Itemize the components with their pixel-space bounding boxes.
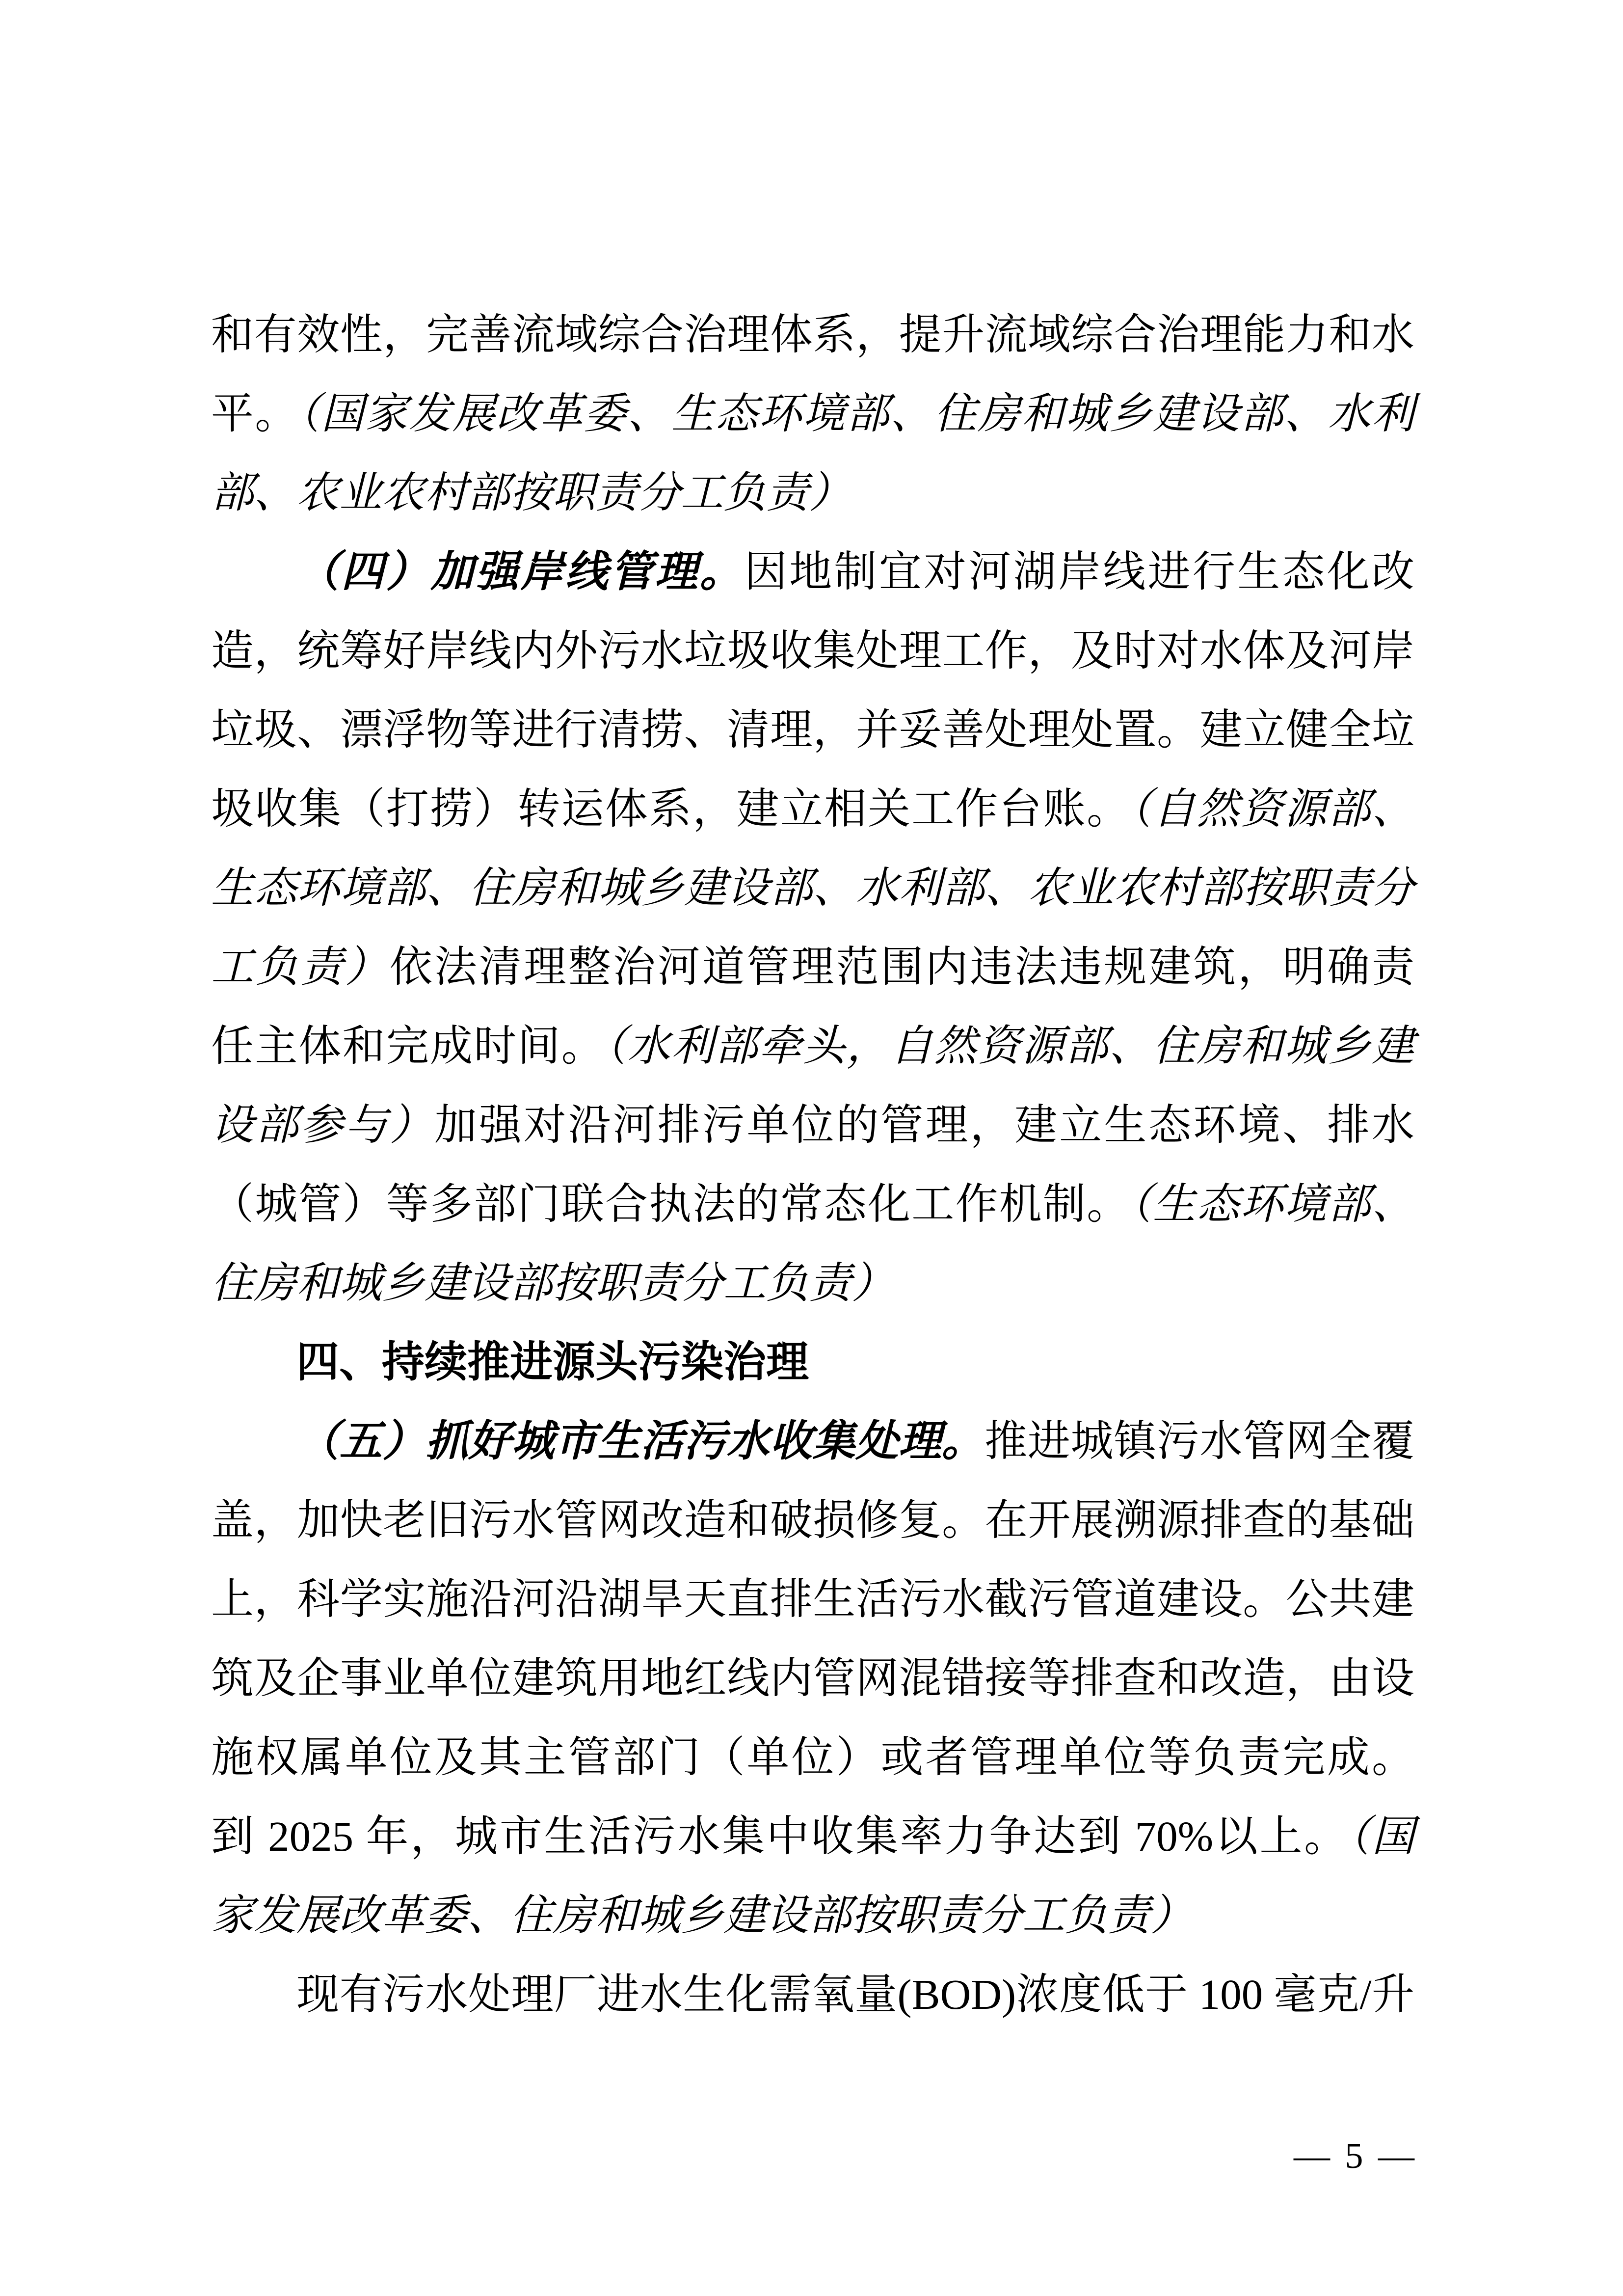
attribution-text: （国家发展改革委、生态环境部、住房和城乡建设部、水利 — [298, 390, 1415, 437]
body-text: 因地制宜对河湖岸线进行生态化改 — [744, 548, 1415, 595]
section-heading — [211, 1323, 1414, 1402]
attribution-text: 住房和城乡建设部按职责分工负责） — [211, 1259, 894, 1307]
body-text: 造，统筹好岸线内外污水垃圾收集处理工作，及时对水体及河岸 — [211, 627, 1414, 675]
document-body — [211, 295, 1414, 2034]
body-text: （城管）等多部门联合执法的常态化工作机制。 — [211, 1180, 1131, 1228]
text-line — [211, 1085, 1414, 1164]
attribution-text: 部、农业农村部按职责分工负责） — [211, 469, 851, 516]
body-text: 依法清理整治河道管理范围内违法违规建筑，明确责 — [389, 943, 1415, 991]
page-footer — [211, 2129, 1414, 2183]
body-text: 任主体和完成时间。 — [211, 1022, 605, 1070]
attribution-text: （自然资源部、 — [1130, 785, 1415, 833]
item-title-text: （五）抓好城市生活污水收集处理。 — [296, 1417, 985, 1465]
page-number: — 5 — — [1294, 2136, 1414, 2176]
body-text: 施权属单位及其主管部门（单位）或者管理单位等负责完成。 — [211, 1733, 1414, 1781]
body-text: 垃圾、漂浮物等进行清捞、清理，并妥善处理处置。建立健全垃 — [211, 706, 1414, 754]
attribution-text: （国 — [1348, 1812, 1414, 1860]
text-line — [211, 1876, 1414, 1955]
text-line — [211, 1560, 1414, 1639]
body-text: 上，科学实施沿河沿湖旱天直排生活污水截污管道建设。公共建 — [211, 1575, 1414, 1623]
text-line — [211, 1955, 1414, 2034]
body-text: 和有效性，完善流域综合治理体系，提升流域综合治理能力和水 — [211, 311, 1414, 358]
text-line — [211, 1402, 1414, 1481]
attribution-text: 家发展改革委、住房和城乡建设部按职责分工负责） — [211, 1891, 1193, 1939]
body-text: 盖，加快老旧污水管网改造和破损修复。在开展溯源排查的基础 — [211, 1496, 1414, 1544]
text-line — [211, 848, 1414, 927]
text-line — [211, 1006, 1414, 1085]
text-line — [211, 453, 1414, 532]
body-text: 到 2025 年，城市生活污水集中收集率力争达到 70%以上。 — [211, 1812, 1349, 1860]
body-text: 筑及企事业单位建筑用地红线内管网混错接等排查和改造，由设 — [211, 1654, 1414, 1702]
attribution-text: （生态环境部、 — [1130, 1180, 1415, 1228]
attribution-text: 生态环境部、住房和城乡建设部、水利部、农业农村部按职责分 — [211, 864, 1414, 912]
text-line — [211, 1797, 1414, 1876]
attribution-text: 设部参与） — [211, 1101, 434, 1149]
body-text: 推进城镇污水管网全覆 — [984, 1417, 1415, 1465]
attribution-text: （水利部牵头，自然资源部、住房和城乡建 — [605, 1022, 1415, 1070]
body-text: 平。 — [211, 390, 299, 437]
text-line — [211, 1243, 1414, 1323]
item-title-text: （四）加强岸线管理。 — [296, 548, 745, 595]
body-text: 现有污水处理厂进水生化需氧量(BOD)浓度低于 100 毫克/升 — [296, 1971, 1414, 2018]
text-line — [211, 611, 1414, 690]
attribution-text: 工负责） — [211, 943, 390, 991]
text-line — [211, 1164, 1414, 1243]
heading-text: 四、持续推进源头污染治理 — [296, 1338, 809, 1386]
text-line — [211, 1718, 1414, 1797]
text-line — [211, 295, 1414, 374]
text-line — [211, 769, 1414, 848]
body-text: 圾收集（打捞）转运体系，建立相关工作台账。 — [211, 785, 1131, 833]
text-line — [211, 532, 1414, 611]
text-line — [211, 1481, 1414, 1560]
text-line — [211, 690, 1414, 769]
text-line — [211, 374, 1414, 453]
body-text: 加强对沿河排污单位的管理，建立生态环境、排水 — [434, 1101, 1415, 1149]
text-line — [211, 1639, 1414, 1718]
text-line — [211, 927, 1414, 1006]
